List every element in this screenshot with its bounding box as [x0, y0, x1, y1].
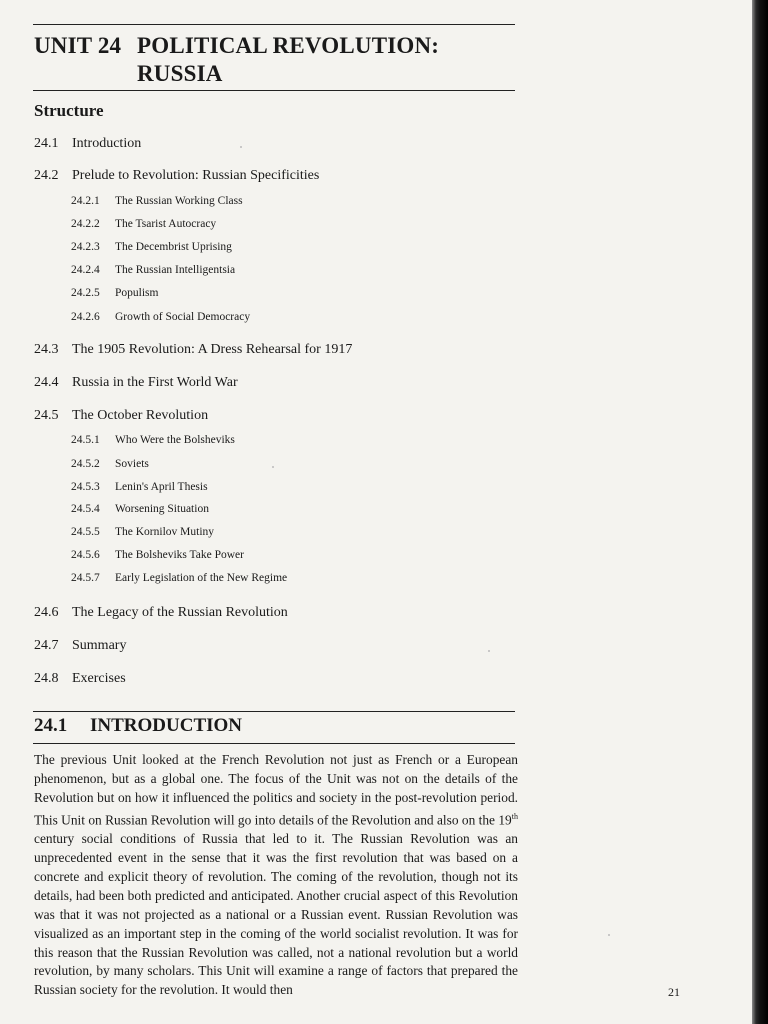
toc-label: The Kornilov Mutiny — [115, 526, 215, 538]
toc-subitem — [71, 481, 208, 493]
toc-number: 24.2.6 — [71, 311, 100, 323]
toc-subitem — [71, 458, 149, 470]
intro-text-part-1: The previous Unit looked at the French Revolution not just as French or a European phenomenon, but as a global one. The focus of the Unit was not on the details of the Revolution but on how it influenced the politics and society in the post-revolution period. This Unit on Russian Revolution will go into details of the Revolution and also on the 19 — [34, 752, 518, 828]
scan-speck — [488, 650, 490, 652]
toc-subitem — [71, 311, 250, 323]
toc-item — [34, 375, 238, 391]
toc-number: 24.5.4 — [71, 503, 100, 515]
intro-paragraph — [34, 751, 518, 1000]
toc-subitem — [71, 549, 244, 561]
title-bottom-rule — [33, 90, 515, 91]
toc-subitem — [71, 572, 287, 584]
binding-edge-shadow — [752, 0, 768, 1024]
intro-heading-number: 24.1 — [34, 715, 68, 736]
toc-number: 24.5.1 — [71, 434, 100, 446]
toc-subitem — [71, 195, 243, 207]
toc-number: 24.5.6 — [71, 549, 100, 561]
toc-number: 24.4 — [34, 375, 59, 390]
scan-speck — [272, 466, 274, 468]
toc-number: 24.2 — [34, 168, 59, 183]
toc-subitem — [71, 526, 214, 538]
toc-label: The Decembrist Uprising — [115, 241, 232, 253]
toc-number: 24.5.7 — [71, 572, 100, 584]
toc-subitem — [71, 434, 235, 446]
toc-number: 24.2.4 — [71, 264, 100, 276]
toc-label: Exercises — [72, 671, 126, 686]
toc-number: 24.5.2 — [71, 458, 100, 470]
toc-subitem — [71, 241, 232, 253]
toc-number: 24.5.5 — [71, 526, 100, 538]
toc-label: Early Legislation of the New Regime — [115, 572, 288, 584]
unit-title-line-2: RUSSIA — [137, 61, 223, 86]
unit-title-line-1: POLITICAL REVOLUTION: — [137, 33, 440, 58]
toc-item — [34, 168, 319, 184]
intro-heading — [34, 715, 242, 737]
toc-label: The Legacy of the Russian Revolution — [72, 605, 288, 620]
top-rule — [33, 24, 515, 25]
toc-item — [34, 638, 126, 654]
toc-label: Who Were the Bolsheviks — [115, 434, 235, 446]
toc-subitem — [71, 218, 216, 230]
toc-number: 24.2.3 — [71, 241, 100, 253]
intro-text-part-2: century social conditions of Russia that led to it. The Russian Revolution was an unprecedented event in the sense that it was the first revolution that was based on a concrete and explicit theory of revolution. The coming of the revolution, though not its details, had been both predicted and anticipated. Another crucial aspect of this Revolution was that it was not projected as a national or a Russian event. Russian Revolution was visualized as an important step in the coming of the world socialist revolution. It was for this reason that the Russian Revolution was called, not a national revolution but a world revolution, by many scholars. This Unit will examine a range of factors that prepared the Russian society for the revolution. It would then — [34, 831, 518, 998]
toc-label: Summary — [72, 638, 127, 653]
toc-label: Populism — [115, 287, 159, 299]
unit-label: UNIT 24 — [34, 33, 122, 58]
toc-label: The 1905 Revolution: A Dress Rehearsal for 1917 — [72, 342, 353, 357]
intro-heading-label: INTRODUCTION — [90, 715, 243, 736]
toc-number: 24.1 — [34, 136, 59, 151]
toc-label: Worsening Situation — [115, 503, 209, 515]
intro-top-rule — [33, 711, 515, 712]
page-number: 21 — [668, 985, 680, 999]
intro-bottom-rule — [33, 743, 515, 744]
toc-label: The Russian Intelligentsia — [115, 264, 236, 276]
intro-superscript: th — [511, 811, 518, 821]
toc-number: 24.5.3 — [71, 481, 100, 493]
toc-number: 24.8 — [34, 671, 59, 686]
toc-label: Growth of Social Democracy — [115, 311, 251, 323]
toc-number: 24.6 — [34, 605, 59, 620]
toc-label: Lenin's April Thesis — [115, 481, 208, 493]
toc-number: 24.2.2 — [71, 218, 100, 230]
toc-subitem — [71, 287, 158, 299]
toc-label: Prelude to Revolution: Russian Specificities — [72, 168, 320, 183]
scan-speck — [240, 146, 242, 148]
toc-item — [34, 671, 126, 687]
toc-number: 24.7 — [34, 638, 59, 653]
toc-subitem — [71, 264, 235, 276]
toc-item — [34, 408, 208, 424]
toc-label: The October Revolution — [72, 408, 209, 423]
toc-number: 24.3 — [34, 342, 59, 357]
toc-number: 24.2.5 — [71, 287, 100, 299]
toc-label: Russia in the First World War — [72, 375, 238, 390]
unit-title — [34, 33, 439, 59]
toc-number: 24.2.1 — [71, 195, 100, 207]
toc-item — [34, 136, 141, 152]
toc-number: 24.5 — [34, 408, 59, 423]
toc-subitem — [71, 503, 209, 515]
scan-speck — [608, 934, 610, 936]
toc-label: Introduction — [72, 136, 142, 151]
toc-item — [34, 342, 352, 358]
toc-label: The Bolsheviks Take Power — [115, 549, 244, 561]
toc-item — [34, 605, 288, 621]
toc-label: The Russian Working Class — [115, 195, 243, 207]
toc-label: The Tsarist Autocracy — [115, 218, 217, 230]
toc-label: Soviets — [115, 458, 149, 470]
structure-heading: Structure — [34, 101, 104, 120]
